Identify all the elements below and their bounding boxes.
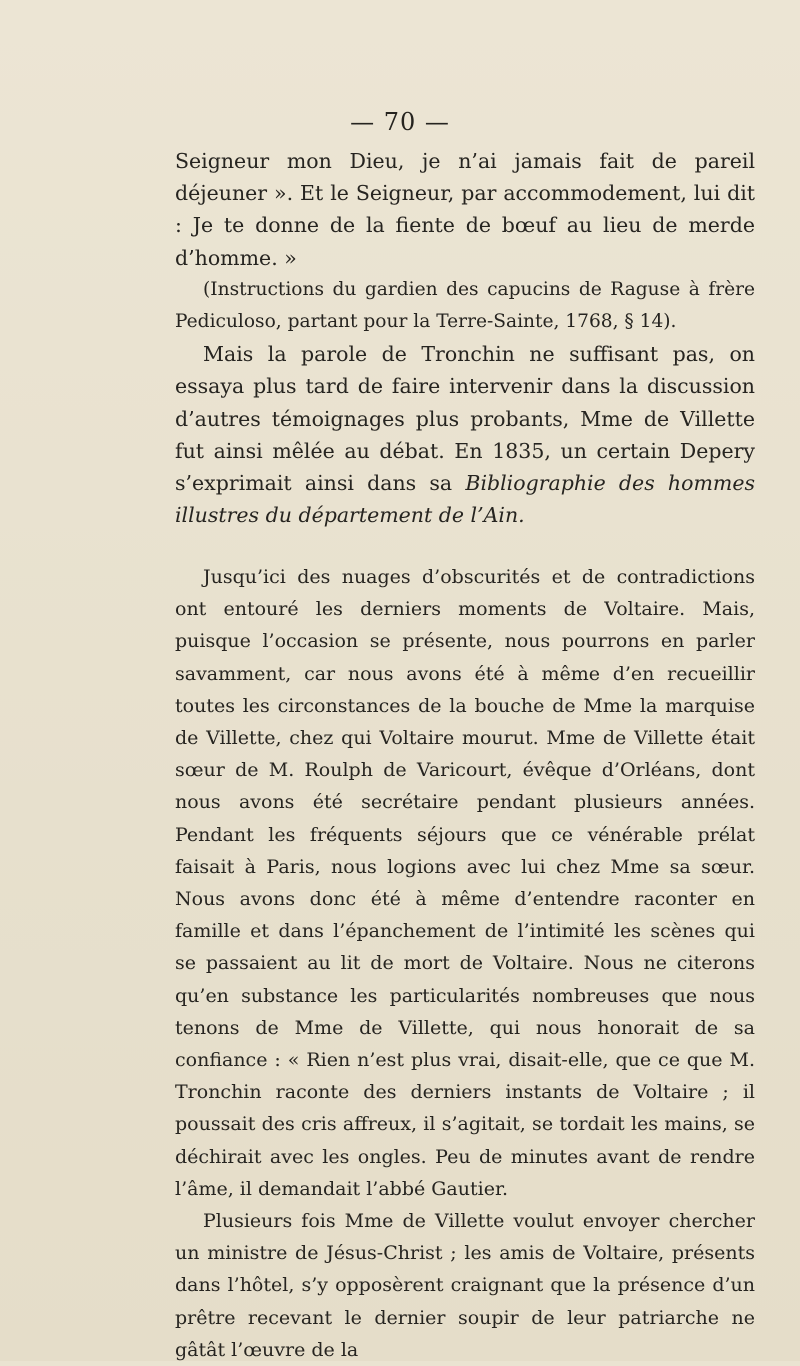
paragraph-continuation: Seigneur mon Dieu, je n’ai jamais fait de pareil déjeuner ». Et le Seigneur, par accommodement, lui dit : Je te donne de la fiente de bœuf au lieu de merde d’homme. » bbox=[175, 149, 755, 270]
quote-paragraph-2: Plusieurs fois Mme de Villette voulut envoyer chercher un ministre de Jésus-Christ ; les amis de Voltaire, présents dans l’hôtel, s’y opposèrent craignant que la présence d’un prêtre recevant le dernier soupir de leur patriarche ne gâtât l’œuvre de la bbox=[175, 1210, 755, 1361]
quote-paragraph-1: Jusqu’ici des nuages d’obscurités et de contradictions ont entouré les derniers moments de Voltaire. Mais, puisque l’occasion se présente, nous pourrons en parler savamment, car nous avons été à même d’en recueillir toutes les circonstances de la bouche de Mme la marquise de Villette, chez qui Voltaire mourut. Mme de Villette était sœur de M. Roulph de Varicourt, évêque d’Orléans, dont nous avons été secrétaire pendant plusieurs années. Pendant les fréquents séjours que ce vénérable prélat faisait à Paris, nous logions avec lui chez Mme sa sœur. Nous avons donc été à même d’entendre raconter en famille et dans l’épanchement de l’intimité les scènes qui se passaient au lit de mort de Voltaire. Nous ne citerons qu’en substance les particularités nombreuses que nous tenons de Mme de Villette, qui nous honorait de sa confiance : « Rien n’est plus vrai, disait-elle, que ce que M. Tronchin raconte des derniers instants de Voltaire ; il poussait des cris affreux, il s’agitait, se tordait les mains, se déchirait avec les ongles. Peu de minutes avant de rendre l’âme, il demandait l’abbé Gautier. bbox=[175, 566, 755, 1200]
page-number: — 70 — bbox=[350, 108, 450, 136]
paragraph-citation: (Instructions du gardien des capucins de Raguse à frère Pediculoso, partant pour la Terre-Sainte, 1768, § 14). bbox=[175, 278, 755, 333]
book-title: Bibliographie des hommes illustres du département de l’Ain. bbox=[175, 471, 755, 528]
main-text bbox=[175, 145, 755, 531]
quoted-text bbox=[175, 561, 755, 1366]
depery-text: Mais la parole de Tronchin ne suffisant pas, on essaya plus tard de faire intervenir dans la discussion d’autres témoignages plus probants, Mme de Villette fut ainsi mêlée au débat. En 1835, un certain Depery s’exprimait ainsi dans sa bbox=[175, 342, 755, 496]
paragraph-depery bbox=[175, 338, 755, 531]
